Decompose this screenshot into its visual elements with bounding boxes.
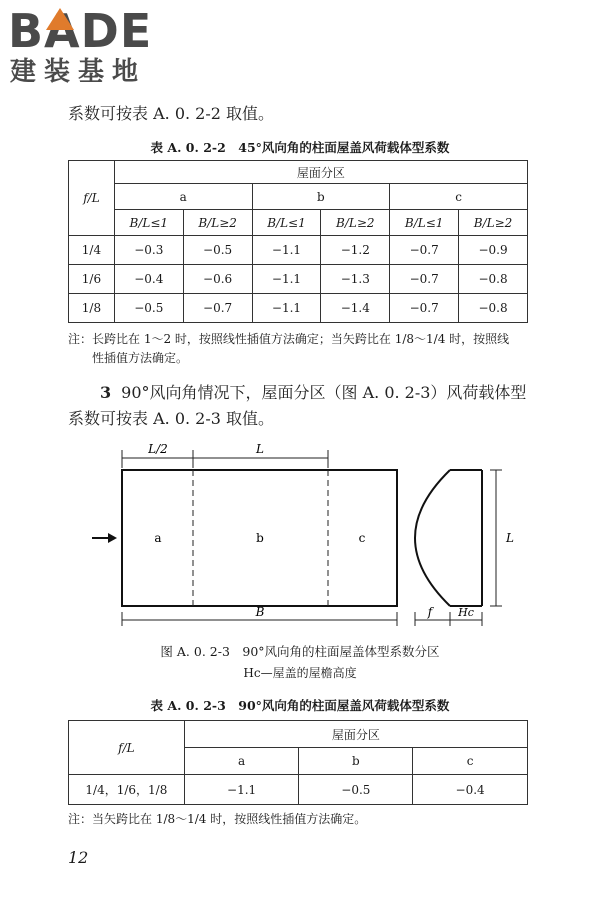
table1-cell: −1.3 [321, 265, 390, 294]
table1-subheader: B/L≥2 [321, 210, 390, 236]
table2-note: 注：当矢跨比在 1/8～1/4 时，按照线性插值方法确定。 [68, 812, 367, 826]
table2-cell: −0.5 [299, 775, 413, 805]
section3-line1 [100, 382, 540, 404]
table1-note-line1: 注：长跨比在 1～2 时，按照线性插值方法确定；当矢跨比在 1/8～1/4 时，按照线 [68, 332, 510, 346]
section3-text: 90°风向角情况下，屋面分区（图 A. 0. 2-3）风荷载体型 [121, 383, 527, 402]
roof-arc-outline [415, 470, 450, 606]
section3-number: 3 [100, 383, 112, 402]
table1-subheader: B/L≤1 [390, 210, 459, 236]
table2-zone-b: b [299, 748, 413, 775]
logo-triangle-icon [46, 8, 74, 30]
table2-cell: −0.4 [413, 775, 528, 805]
table1-subheader: B/L≥2 [183, 210, 252, 236]
table1-subheader: B/L≤1 [114, 210, 183, 236]
table1-cell: −0.8 [459, 294, 528, 323]
zone-c-label: c [358, 531, 366, 545]
table2-zone-a: a [184, 748, 299, 775]
table1-zone-b: b [252, 184, 390, 210]
table1-cell: −1.1 [252, 236, 321, 265]
logo-wordmark: BADE [8, 4, 153, 58]
table1-cell: −1.1 [252, 265, 321, 294]
side-hc-label: Hc [458, 606, 474, 619]
table1-cell: −0.6 [183, 265, 252, 294]
table2-row [69, 775, 528, 805]
table1 [68, 160, 528, 323]
table1-note-line2: 性插值方法确定。 [92, 351, 189, 365]
table1-cell: −0.5 [114, 294, 183, 323]
table1-cell: −0.7 [183, 294, 252, 323]
page-number: 12 [68, 848, 89, 867]
table1-group-header: 屋面分区 [114, 161, 527, 184]
wind-arrow-head-icon [108, 533, 117, 543]
section3-line2: 系数可按表 A. 0. 2-3 取值。 [68, 409, 275, 428]
figure-legend: Hc—屋盖的屋檐高度 [243, 666, 357, 680]
logo-subtitle: 建装基地 [10, 57, 147, 87]
table1-cell: −1.2 [321, 236, 390, 265]
dim-b-label: B [255, 605, 265, 619]
table1-zone-c: c [390, 184, 528, 210]
table2-group-header: 屋面分区 [184, 721, 527, 748]
table1-cell: −0.4 [114, 265, 183, 294]
zone-b-label: b [256, 531, 264, 545]
table1-cell-fl: 1/6 [69, 265, 115, 294]
zone-a-label: a [154, 531, 162, 545]
table2-row-label: 1/4，1/6，1/8 [69, 775, 185, 805]
table2-row-header: f/L [69, 721, 185, 775]
table1-subheader: B/L≥2 [459, 210, 528, 236]
table1-subheader: B/L≤1 [252, 210, 321, 236]
table1-cell: −0.7 [390, 294, 459, 323]
table2-zone-c: c [413, 748, 528, 775]
side-f-label: f [427, 605, 433, 619]
table1-cell-fl: 1/4 [69, 236, 115, 265]
table1-caption: 表 A. 0. 2-2 45°风向角的柱面屋盖风荷载体型系数 [150, 140, 450, 155]
publisher-logo [8, 6, 178, 90]
figure-caption: 图 A. 0. 2-3 90°风向角的柱面屋盖体型系数分区 [160, 644, 440, 659]
table1-cell: −1.1 [252, 294, 321, 323]
table1-cell: −0.3 [114, 236, 183, 265]
dim-l-label: L [256, 442, 264, 456]
table1-note [68, 330, 509, 368]
table1-cell: −1.4 [321, 294, 390, 323]
table2-cell: −1.1 [184, 775, 299, 805]
dim-half-label: L/2 [148, 442, 168, 456]
table1-row-header: f/L [69, 161, 115, 236]
table1-cell: −0.7 [390, 236, 459, 265]
zoning-figure [0, 438, 600, 638]
table2 [68, 720, 528, 805]
table1-cell: −0.9 [459, 236, 528, 265]
intro-line: 系数可按表 A. 0. 2-2 取值。 [68, 104, 275, 123]
table1-cell-fl: 1/8 [69, 294, 115, 323]
table1-cell: −0.7 [390, 265, 459, 294]
table1-row [69, 265, 528, 294]
table1-row [69, 294, 528, 323]
table1-cell: −0.8 [459, 265, 528, 294]
table1-zone-a: a [114, 184, 252, 210]
table1-row [69, 236, 528, 265]
table1-cell: −0.5 [183, 236, 252, 265]
table2-caption: 表 A. 0. 2-3 90°风向角的柱面屋盖风荷载体型系数 [150, 698, 450, 713]
side-l-label: L [506, 531, 514, 545]
